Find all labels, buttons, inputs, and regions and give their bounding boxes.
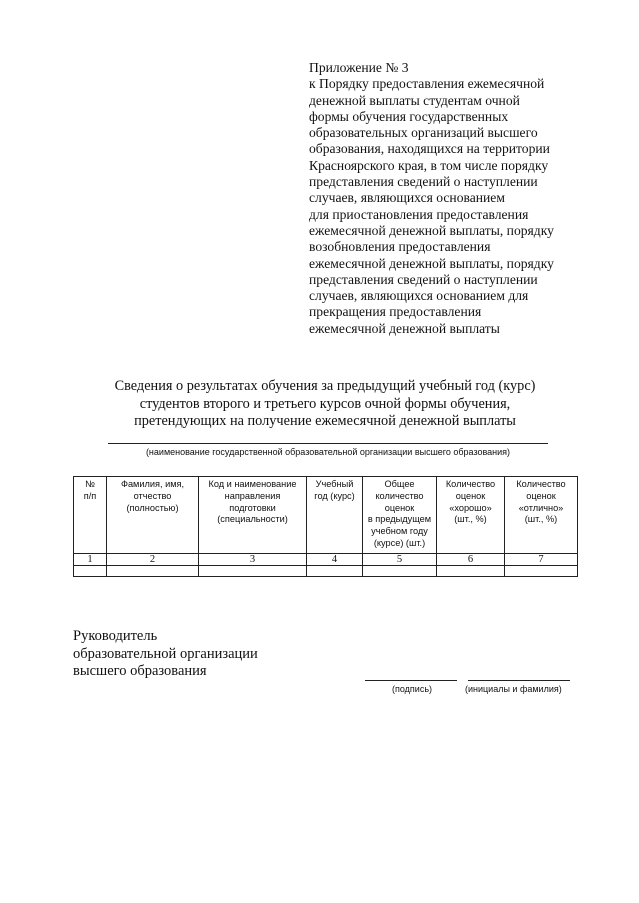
header-total-grades: Общее количество оценок в предыдущем учебном году (курсе) (шт.) xyxy=(363,477,437,554)
appendix-line: Приложение № 3 xyxy=(309,60,409,75)
table-cell xyxy=(437,566,505,577)
header-excellent-grades: Количество оценок «отлично» (шт., %) xyxy=(505,477,578,554)
table-cell xyxy=(199,566,307,577)
results-table xyxy=(73,476,578,577)
header-full-name: Фамилия, имя, отчество (полностью) xyxy=(107,477,199,554)
signatory-line: Руководитель xyxy=(73,628,158,644)
appendix-line: случаев, являющихся основанием для xyxy=(309,288,529,304)
appendix-line: прекращения предоставления xyxy=(309,304,482,320)
name-caption: (инициалы и фамилия) xyxy=(465,684,562,694)
table-header-row xyxy=(74,477,578,554)
appendix-line: Красноярского края, в том числе порядку xyxy=(309,157,549,173)
title-line: Сведения о результатах обучения за предыдущий учебный год (курс) xyxy=(114,378,536,394)
appendix-line: ежемесячной денежной выплаты xyxy=(309,320,500,336)
document-title xyxy=(60,378,590,431)
title-line: претендующих на получение ежемесячной денежной выплаты xyxy=(134,413,516,430)
column-number: 6 xyxy=(437,554,505,566)
header-number: № п/п xyxy=(74,477,107,554)
appendix-caption xyxy=(309,60,609,337)
header-academic-year: Учебный год (курс) xyxy=(307,477,363,554)
appendix-line: ежемесячной денежной выплаты, порядку xyxy=(309,255,554,271)
column-number: 4 xyxy=(307,554,363,566)
appendix-line: образования, находящихся на территории xyxy=(309,141,550,157)
appendix-line: представления сведений о наступлении xyxy=(309,271,538,287)
table-cell xyxy=(505,566,578,577)
organization-name-line xyxy=(108,443,548,444)
table-cell xyxy=(107,566,199,577)
appendix-line: для приостановления предоставления xyxy=(309,206,529,222)
column-number: 2 xyxy=(107,554,199,566)
table-cell xyxy=(307,566,363,577)
appendix-line: возобновления предоставления xyxy=(309,239,491,255)
appendix-line: ежемесячной денежной выплаты, порядку xyxy=(309,222,554,238)
appendix-line: к Порядку предоставления ежемесячной xyxy=(309,76,545,92)
appendix-line: представления сведений о наступлении xyxy=(309,174,538,190)
signatory-line: высшего образования xyxy=(73,663,207,679)
table-cell xyxy=(74,566,107,577)
appendix-line: денежной выплаты студентам очной xyxy=(309,92,520,108)
header-specialty: Код и наименование направления подготовки (специальности) xyxy=(199,477,307,554)
header-good-grades: Количество оценок «хорошо» (шт., %) xyxy=(437,477,505,554)
appendix-line: формы обучения государственных xyxy=(309,108,509,124)
name-line xyxy=(468,680,570,681)
column-number-row xyxy=(74,554,578,566)
appendix-line: образовательных организаций высшего xyxy=(309,125,538,141)
column-number: 5 xyxy=(363,554,437,566)
organization-name-caption: (наименование государственной образовательной организации высшего образования) xyxy=(145,447,511,457)
signature-line xyxy=(365,680,457,681)
table-row xyxy=(74,566,578,577)
column-number: 1 xyxy=(74,554,107,566)
column-number: 7 xyxy=(505,554,578,566)
signatory-line: образовательной организации xyxy=(73,645,258,662)
signatory-block xyxy=(73,628,258,681)
appendix-line: случаев, являющихся основанием xyxy=(309,190,505,206)
table-cell xyxy=(363,566,437,577)
column-number: 3 xyxy=(199,554,307,566)
signature-caption: (подпись) xyxy=(392,684,433,694)
title-line: студентов второго и третьего курсов очной формы обучения, xyxy=(139,395,511,412)
